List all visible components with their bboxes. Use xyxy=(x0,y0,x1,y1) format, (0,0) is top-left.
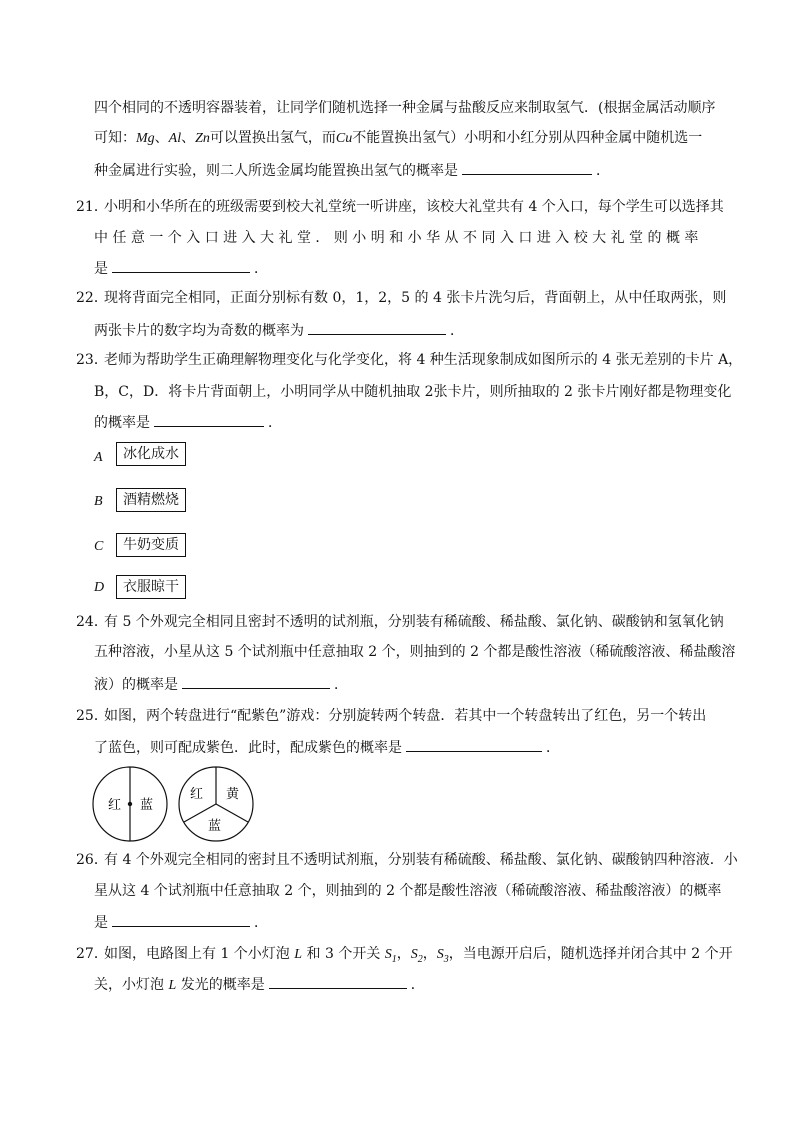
period: ． xyxy=(254,915,268,931)
q23-text: 的概率是 xyxy=(94,415,150,431)
separator: 、 xyxy=(154,130,169,146)
spinner2-blue-label: 蓝 xyxy=(208,819,222,834)
switch-s2 xyxy=(410,947,423,965)
q20-line3 xyxy=(94,160,610,181)
card-letter-b: B xyxy=(94,494,103,509)
q25-line2 xyxy=(94,737,560,758)
spinner1-blue-label: 蓝 xyxy=(140,798,154,813)
q21-line3 xyxy=(94,258,268,279)
q24-line3 xyxy=(94,674,348,695)
metal-zn: Zn xyxy=(195,131,210,146)
switch-letter: S xyxy=(410,947,418,962)
q24-text: 液）的概率是 xyxy=(94,677,178,693)
q24-line2: 五种溶液，小星从这 5 个试剂瓶中任意抽取 2 个，则抽到的 2 个都是酸性溶液（稀硫酸溶液、稀盐酸溶 xyxy=(94,644,736,660)
q20-text: 可以置换出氢气，而 xyxy=(209,130,336,146)
question-number: 26． xyxy=(76,852,108,868)
question-number: 21． xyxy=(76,199,108,215)
metal-cu: Cu xyxy=(335,131,353,146)
q26-line3 xyxy=(94,912,268,933)
answer-blank[interactable] xyxy=(112,912,250,927)
separator: 、 xyxy=(181,130,196,146)
q21-line1: 小明和小华所在的班级需要到校大礼堂统一听讲座，该校大礼堂共有 4 个入口，每个学生可以选择其 xyxy=(104,199,724,215)
q27-line1 xyxy=(104,944,733,970)
switch-letter: S xyxy=(384,947,392,962)
q21-line2: 中 任 意 一 个 入 口 进 入 大 礼 堂 ． 则 小 明 和 小 华 从 不 同 入 口 进 入 校 大 礼 堂 的 概 率 xyxy=(94,230,699,246)
answer-blank[interactable] xyxy=(406,737,542,752)
q26-line1: 有 4 个外观完全相同的密封且不透明试剂瓶，分别装有稀硫酸、稀盐酸、氯化钠、碳酸钠四种溶液．小 xyxy=(104,852,738,868)
answer-blank[interactable] xyxy=(112,258,250,273)
q27-text: ，当电源开启后，随机选择并闭合其中 2 个开 xyxy=(448,946,733,962)
card-a: 冰化成水 xyxy=(116,442,186,466)
switch-s3 xyxy=(436,947,449,965)
separator: ， xyxy=(396,946,411,962)
q23-line3 xyxy=(94,412,282,433)
q20-line1: 四个相同的不透明容器装着，让同学们随机选择一种金属与盐酸反应来制取氢气．(根据金属活动顺序 xyxy=(94,100,716,116)
bulb-symbol-l: L xyxy=(294,947,303,962)
q25-line1: 如图，两个转盘进行“配紫色”游戏：分别旋转两个转盘．若其中一个转盘转出了红色，另一个转出 xyxy=(104,708,707,724)
card-letter-a: A xyxy=(94,450,103,465)
q26-line2: 星从这 4 个试剂瓶中任意抽取 2 个，则抽到的 2 个都是酸性溶液（稀硫酸溶液、稀盐酸溶液）的概率 xyxy=(94,883,722,899)
q20-text: 种金属进行实验，则二人所选金属均能置换出氢气的概率是 xyxy=(94,163,458,179)
answer-blank[interactable] xyxy=(154,412,264,427)
spinner-figure xyxy=(92,764,262,844)
card-letter-d: D xyxy=(94,580,105,595)
bulb-symbol-l: L xyxy=(168,978,177,993)
q26-text: 是 xyxy=(94,915,108,931)
metal-al: Al xyxy=(168,131,182,146)
q22-line2 xyxy=(94,320,464,341)
period: ． xyxy=(450,323,464,339)
question-number: 25． xyxy=(76,708,108,724)
question-number: 23． xyxy=(76,352,108,368)
card-d: 衣服晾干 xyxy=(116,575,186,599)
q20-text: 不能置换出氢气）小明和小红分别从四种金属中随机选一 xyxy=(352,130,703,146)
q20-line2 xyxy=(94,128,702,149)
q23-line1: 老师为帮助学生正确理解物理变化与化学变化，将 4 种生活现象制成如图所示的 4 张无差别的卡片 A， xyxy=(104,352,743,368)
q27-text: 发光的概率是 xyxy=(180,977,265,993)
card-c: 牛奶变质 xyxy=(116,533,186,557)
q24-line1: 有 5 个外观完全相同且密封不透明的试剂瓶，分别装有稀硫酸、稀盐酸、氯化钠、碳酸钠和氢氧化钠 xyxy=(104,614,724,630)
period: ． xyxy=(596,163,610,179)
switch-subscript: 1 xyxy=(391,953,397,965)
answer-blank[interactable] xyxy=(462,160,592,175)
q21-text: 是 xyxy=(94,261,108,277)
card-b: 酒精燃烧 xyxy=(116,488,186,512)
answer-blank[interactable] xyxy=(269,974,407,989)
answer-blank[interactable] xyxy=(182,674,330,689)
q22-text: 两张卡片的数字均为奇数的概率为 xyxy=(94,323,304,339)
q27-text: 关，小灯泡 xyxy=(94,977,164,993)
q27-line2 xyxy=(94,974,425,996)
period: ． xyxy=(546,740,560,756)
spinner2-red-label: 红 xyxy=(190,787,204,802)
card-letter-c: C xyxy=(94,539,104,554)
q27-text: 如图，电路图上有 1 个小灯泡 xyxy=(104,946,290,962)
separator: ， xyxy=(422,946,437,962)
switch-s1 xyxy=(384,947,397,965)
question-number: 24． xyxy=(76,614,108,630)
spinner-2 xyxy=(179,767,253,841)
switch-letter: S xyxy=(436,947,444,962)
spinner-1 xyxy=(93,767,167,841)
switch-subscript: 3 xyxy=(443,953,449,965)
period: ． xyxy=(410,977,425,993)
switch-subscript: 2 xyxy=(417,953,423,965)
period: ． xyxy=(334,677,348,693)
question-number: 27． xyxy=(76,946,108,962)
q20-text: 可知： xyxy=(94,130,136,146)
period: ． xyxy=(268,415,282,431)
q22-line1: 现将背面完全相同，正面分别标有数 0，1，2，5 的 4 张卡片洗匀后，背面朝上，从中任取两张，则 xyxy=(104,290,727,306)
metal-mg: Mg xyxy=(136,131,155,146)
spinner2-yellow-label: 黄 xyxy=(226,787,240,802)
period: ． xyxy=(254,261,268,277)
spinner1-red-label: 红 xyxy=(108,798,122,813)
q27-text: 和 3 个开关 xyxy=(306,946,381,962)
q25-text: 了蓝色，则可配成紫色．此时，配成紫色的概率是 xyxy=(94,740,402,756)
q23-line2: B，C，D．将卡片背面朝上，小明同学从中随机抽取 2张卡片，则所抽取的 2 张卡片刚好都是物理变化 xyxy=(94,384,732,400)
question-number: 22． xyxy=(76,290,108,306)
answer-blank[interactable] xyxy=(308,320,446,335)
